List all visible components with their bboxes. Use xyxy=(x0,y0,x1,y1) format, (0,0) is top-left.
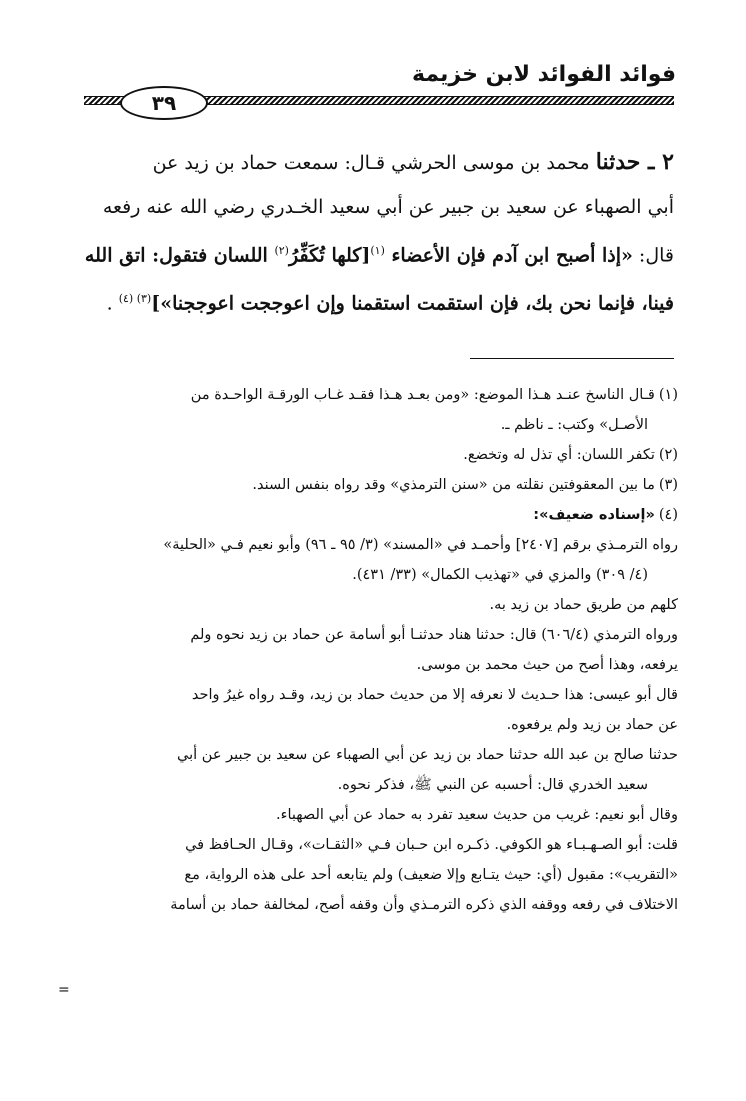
note-line: حدثنا صالح بن عبد الله حدثنا حماد بن زيد عن أبي الصهباء عن سعيد بن جبير عن أبي xyxy=(177,747,678,763)
hadith-number-lead: ٢ ـ حدثنا xyxy=(595,149,674,175)
note-line: وقال أبو نعيم: غريب من حديث سعيد تفرد به حماد عن أبي الصهباء. xyxy=(276,807,678,823)
note-line: رواه الترمـذي برقم [٢٤٠٧] وأحمـد في «المسند» (٣/ ٩٥ ـ ٩٦) وأبو نعيم فـي «الحلية» xyxy=(163,537,678,553)
hadith-line-2 xyxy=(78,185,674,229)
footnote-text: الأصـل» وكتب: ـ ناظم ـ. xyxy=(500,417,648,433)
hadith-line-2-text: أبي الصهباء عن سعيد بن جبير عن أبي سعيد الخـدري رضي الله عنه رفعه xyxy=(102,196,674,218)
note-line: قال أبو عيسى: هذا حـديث لا نعرفه إلا من حديث حماد بن زيد، وقـد رواه غيرُ واحد xyxy=(191,687,678,703)
footnote-label: (٣) xyxy=(658,477,678,493)
page-number: ٣٩ xyxy=(151,91,177,115)
footnote-label: (١) xyxy=(658,387,678,403)
footnote-2 xyxy=(72,440,678,470)
note-line: «التقريب»: مقبول (أي: حيث يتـابع وإلا ضعيف) ولم يتابعه أحد على هذه الرواية، مع xyxy=(184,867,678,883)
running-header-title: فوائد الفوائد لابن خزيمة xyxy=(412,62,676,87)
hadith-line-3 xyxy=(78,229,674,277)
footnote-text: قـال الناسخ عنـد هـذا الموضع: «ومن بعـد هـذا فقـد غـاب الورقـة الواحـدة من xyxy=(190,387,655,403)
footnote-ref-1[interactable]: (١) xyxy=(370,244,385,257)
continuation-mark: = xyxy=(58,982,70,998)
footnote-4 xyxy=(72,500,678,530)
page-number-badge xyxy=(120,86,208,120)
note-line: سعيد الخدري قال: أحسبه عن النبي ﷺ، فذكر نحوه. xyxy=(337,777,648,793)
note-line: الاختلاف في رفعه ووقفه الذي ذكره الترمـذي وأن وقفه أصح، لمخالفة حماد بن أسامة xyxy=(170,897,678,913)
hadith-matn-part-1: «إذا أصبح ابن آدم فإن الأعضاء xyxy=(384,244,633,267)
footnote-1 xyxy=(72,380,678,410)
note-line: ورواه الترمذي (٦٠٦/٤) قال: حدثنا هناد حدثنـا أبو أسامة عن حماد بن زيد نحوه ولم xyxy=(190,627,678,643)
footnote-text: تكفر اللسان: أي تذل له وتخضع. xyxy=(463,447,655,463)
hadith-text xyxy=(78,140,674,326)
footnote-heading: «إسناده ضعيف»: xyxy=(533,507,655,523)
note-line: يرفعه، وهذا أصح من حيث محمد بن موسى. xyxy=(416,657,678,673)
footnote-label: (٢) xyxy=(658,447,678,463)
hadith-matn-part-3: اللسان فتقول: اتق الله xyxy=(84,244,275,267)
hadith-matn-part-4: فينا، فإنما نحن بك، فإن استقمت استقمنا وإن اعوججت اعوججنا»] xyxy=(151,292,674,315)
hadith-line-1-text: محمد بن موسى الحرشي قـال: سمعت حماد بن زيد عن xyxy=(152,152,596,174)
hadith-matn-part-2: [كلها تُكَفِّرُ xyxy=(288,244,371,267)
note-line: عن حماد بن زيد ولم يرفعوه. xyxy=(506,717,678,733)
footnote-ref-2[interactable]: (٢) xyxy=(274,244,289,257)
note-line: (٤/ ٣٠٩) والمزي في «تهذيب الكمال» (٣٣/ ٤٣١). xyxy=(352,567,648,583)
footnote-3 xyxy=(72,470,678,500)
footnotes xyxy=(72,380,678,920)
footnote-1-cont xyxy=(72,410,678,440)
hadith-line-4 xyxy=(78,277,674,325)
note-line: كلهم من طريق حماد بن زيد به. xyxy=(489,597,678,613)
footnote-divider xyxy=(470,358,674,359)
footnote-label: (٤) xyxy=(658,507,678,523)
hadith-line-3-pre: قال: xyxy=(632,244,674,267)
note-line: قلت: أبو الصـهـبـاء هو الكوفي. ذكـره ابن حـبان فـي «الثقـات»، وقـال الحـافظ في xyxy=(185,837,678,853)
footnote-ref-3-4[interactable]: (٣) (٤) xyxy=(118,292,152,306)
hadith-line-1 xyxy=(78,140,674,185)
footnote-text: ما بين المعقوفتين نقلته من «سنن الترمذي» وقد رواه بنفس السند. xyxy=(252,477,655,493)
hadith-line-4-tail: . xyxy=(106,292,119,315)
